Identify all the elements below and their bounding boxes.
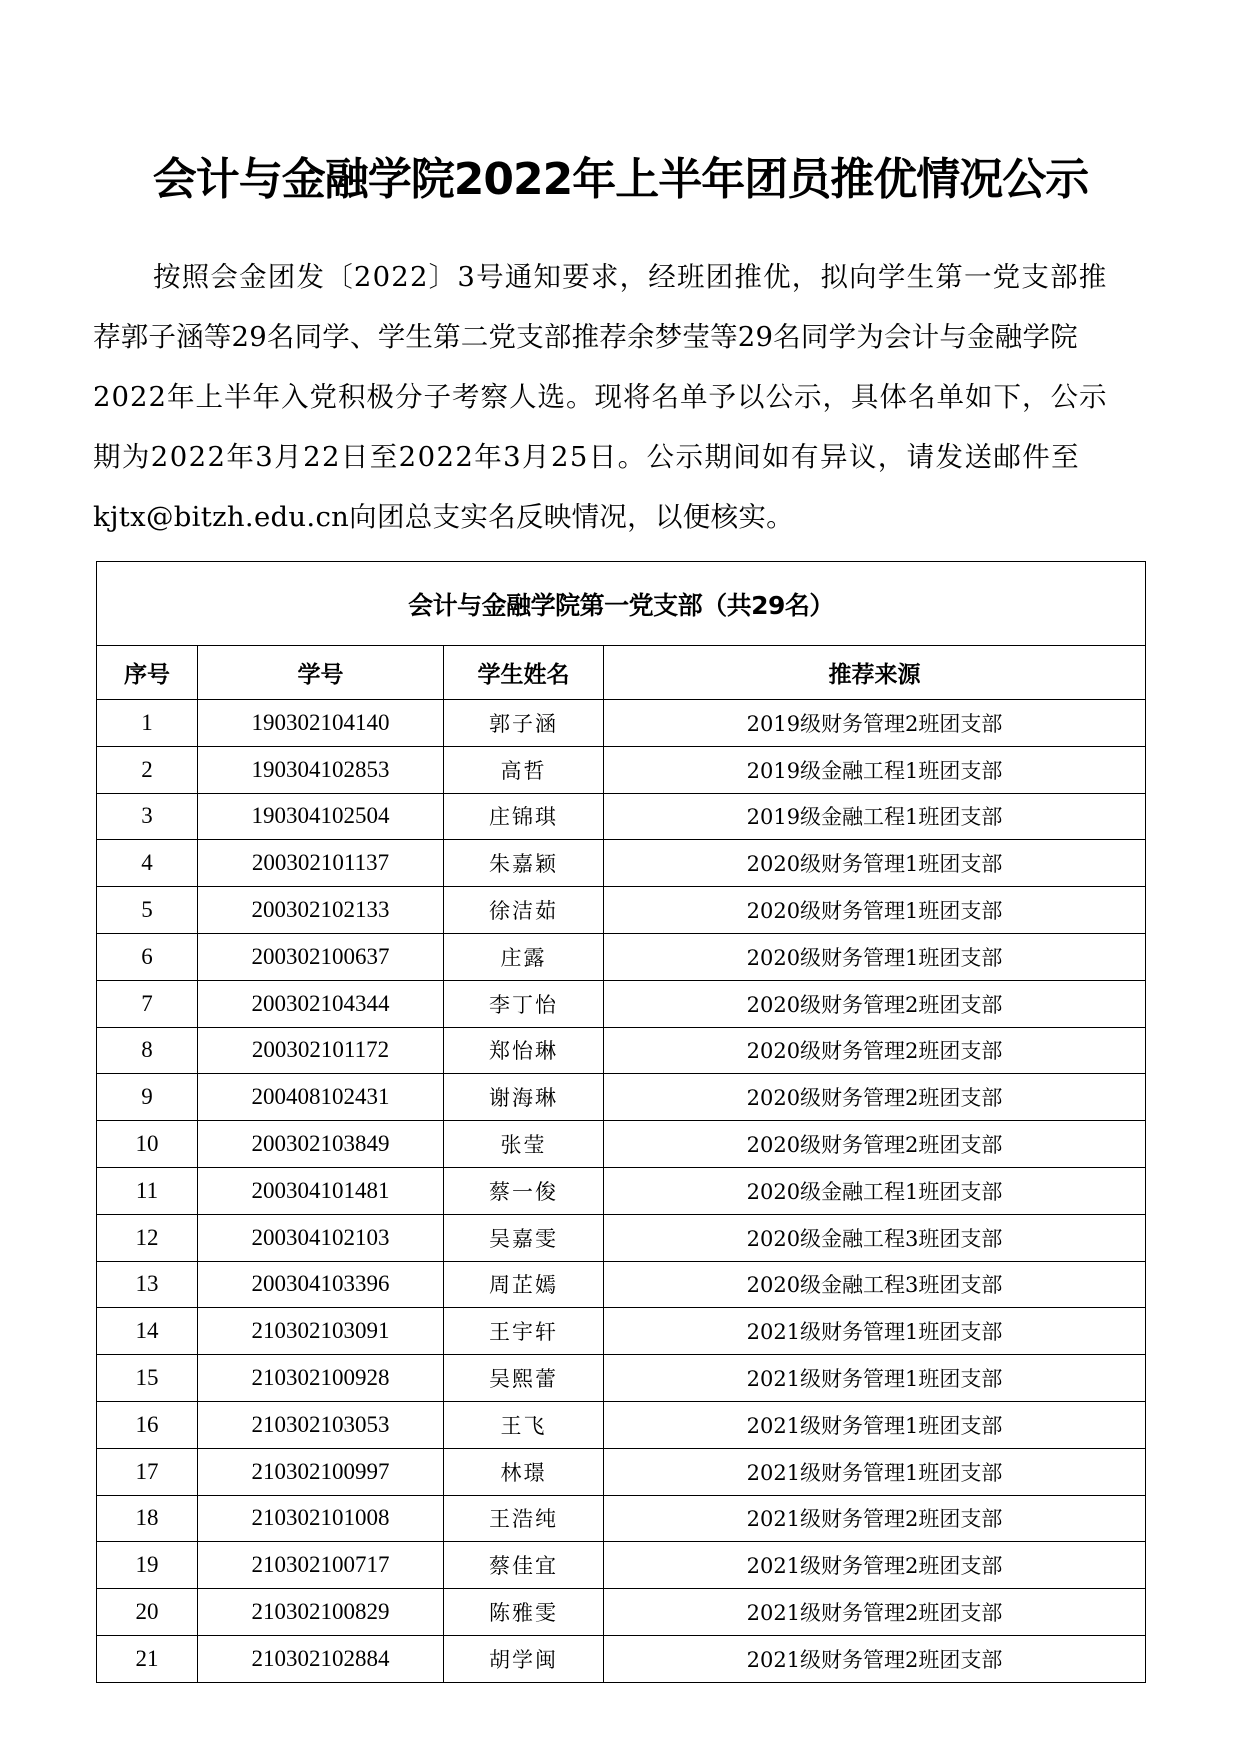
- cell-source: 2021级财务管理2班团支部: [604, 1495, 1146, 1542]
- cell-number: 17: [97, 1448, 198, 1495]
- cell-student-name: 王飞: [444, 1401, 604, 1448]
- cell-number: 4: [97, 840, 198, 887]
- table-row: [97, 1167, 1146, 1214]
- cell-number: 2: [97, 746, 198, 793]
- cell-student-name: 王浩纯: [444, 1495, 604, 1542]
- table-row: [97, 840, 1146, 887]
- cell-source: 2020级财务管理2班团支部: [604, 980, 1146, 1027]
- column-header-student-name: 学生姓名: [444, 646, 604, 700]
- cell-number: 9: [97, 1074, 198, 1121]
- cell-student-name: 蔡一俊: [444, 1167, 604, 1214]
- cell-source: 2020级财务管理2班团支部: [604, 1121, 1146, 1168]
- cell-student-id: 190302104140: [198, 700, 444, 747]
- notice-paragraph-line: 按照会金团发〔2022〕3号通知要求，经班团推优，拟向学生第一党支部推: [153, 261, 1108, 293]
- cell-student-name: 谢海琳: [444, 1074, 604, 1121]
- cell-number: 18: [97, 1495, 198, 1542]
- cell-student-id: 200304103396: [198, 1261, 444, 1308]
- cell-student-id: 200302104344: [198, 980, 444, 1027]
- cell-source: 2020级金融工程3班团支部: [604, 1261, 1146, 1308]
- table-row: [97, 1308, 1146, 1355]
- cell-student-id: 190304102504: [198, 793, 444, 840]
- cell-student-id: 200408102431: [198, 1074, 444, 1121]
- cell-student-name: 朱嘉颖: [444, 840, 604, 887]
- table-row: [97, 933, 1146, 980]
- cell-student-id: 200302102133: [198, 887, 444, 934]
- cell-number: 21: [97, 1635, 198, 1682]
- cell-number: 7: [97, 980, 198, 1027]
- page-title: 会计与金融学院2022年上半年团员推优情况公示: [152, 154, 1089, 205]
- notice-paragraph-line: 荐郭子涵等29名同学、学生第二党支部推荐余梦莹等29名同学为会计与金融学院: [93, 321, 1078, 353]
- cell-student-name: 李丁怡: [444, 980, 604, 1027]
- table-caption: 会计与金融学院第一党支部（共29名）: [97, 562, 1146, 646]
- cell-number: 14: [97, 1308, 198, 1355]
- cell-source: 2021级财务管理2班团支部: [604, 1589, 1146, 1636]
- cell-student-id: 210302100829: [198, 1589, 444, 1636]
- column-header-number: 序号: [97, 646, 198, 700]
- cell-student-name: 林璟: [444, 1448, 604, 1495]
- table-row: [97, 1542, 1146, 1589]
- cell-number: 12: [97, 1214, 198, 1261]
- cell-student-id: 210302102884: [198, 1635, 444, 1682]
- table-row: [97, 793, 1146, 840]
- cell-student-name: 高哲: [444, 746, 604, 793]
- cell-number: 15: [97, 1355, 198, 1402]
- table-row: [97, 1214, 1146, 1261]
- cell-student-name: 蔡佳宜: [444, 1542, 604, 1589]
- table-row: [97, 1355, 1146, 1402]
- cell-number: 11: [97, 1167, 198, 1214]
- column-header-student-id: 学号: [198, 646, 444, 700]
- table-row: [97, 887, 1146, 934]
- cell-student-id: 200304102103: [198, 1214, 444, 1261]
- table-row: [97, 1401, 1146, 1448]
- cell-student-name: 吴熙蕾: [444, 1355, 604, 1402]
- cell-source: 2021级财务管理1班团支部: [604, 1308, 1146, 1355]
- cell-source: 2020级财务管理2班团支部: [604, 1074, 1146, 1121]
- cell-student-name: 王宇轩: [444, 1308, 604, 1355]
- cell-student-id: 210302101008: [198, 1495, 444, 1542]
- cell-student-name: 陈雅雯: [444, 1589, 604, 1636]
- cell-source: 2020级财务管理1班团支部: [604, 933, 1146, 980]
- notice-paragraph-line: kjtx@bitzh.edu.cn向团总支实名反映情况，以便核实。: [93, 501, 794, 533]
- cell-number: 13: [97, 1261, 198, 1308]
- cell-source: 2021级财务管理1班团支部: [604, 1448, 1146, 1495]
- table-row: [97, 1027, 1146, 1074]
- cell-student-name: 郭子涵: [444, 700, 604, 747]
- cell-number: 5: [97, 887, 198, 934]
- cell-number: 10: [97, 1121, 198, 1168]
- cell-student-id: 200302101137: [198, 840, 444, 887]
- cell-student-id: 200304101481: [198, 1167, 444, 1214]
- table-row: [97, 1495, 1146, 1542]
- cell-number: 20: [97, 1589, 198, 1636]
- cell-student-id: 190304102853: [198, 746, 444, 793]
- cell-source: 2019级金融工程1班团支部: [604, 793, 1146, 840]
- cell-source: 2020级财务管理1班团支部: [604, 840, 1146, 887]
- cell-student-name: 周芷嫣: [444, 1261, 604, 1308]
- cell-source: 2021级财务管理2班团支部: [604, 1542, 1146, 1589]
- table-row: [97, 1074, 1146, 1121]
- notice-paragraph-line: 期为2022年3月22日至2022年3月25日。公示期间如有异议，请发送邮件至: [93, 441, 1081, 473]
- table-row: [97, 1589, 1146, 1636]
- cell-student-id: 210302103053: [198, 1401, 444, 1448]
- cell-student-id: 200302103849: [198, 1121, 444, 1168]
- cell-source: 2020级财务管理2班团支部: [604, 1027, 1146, 1074]
- cell-source: 2021级财务管理2班团支部: [604, 1635, 1146, 1682]
- cell-student-id: 200302101172: [198, 1027, 444, 1074]
- table-row: [97, 1121, 1146, 1168]
- cell-student-name: 郑怡琳: [444, 1027, 604, 1074]
- cell-student-id: 210302100997: [198, 1448, 444, 1495]
- cell-number: 8: [97, 1027, 198, 1074]
- cell-number: 16: [97, 1401, 198, 1448]
- cell-student-name: 张莹: [444, 1121, 604, 1168]
- notice-paragraph-line: 2022年上半年入党积极分子考察人选。现将名单予以公示，具体名单如下，公示: [93, 381, 1108, 413]
- cell-source: 2020级财务管理1班团支部: [604, 887, 1146, 934]
- column-header-source: 推荐来源: [604, 646, 1146, 700]
- cell-student-name: 吴嘉雯: [444, 1214, 604, 1261]
- cell-student-name: 徐洁茹: [444, 887, 604, 934]
- cell-student-name: 庄锦琪: [444, 793, 604, 840]
- cell-source: 2021级财务管理1班团支部: [604, 1401, 1146, 1448]
- cell-number: 6: [97, 933, 198, 980]
- cell-source: 2020级金融工程1班团支部: [604, 1167, 1146, 1214]
- cell-number: 1: [97, 700, 198, 747]
- cell-student-name: 庄露: [444, 933, 604, 980]
- table-row: [97, 1261, 1146, 1308]
- table-row: [97, 1635, 1146, 1682]
- table-row: [97, 1448, 1146, 1495]
- table-caption-row: [97, 562, 1146, 646]
- table-row: [97, 980, 1146, 1027]
- cell-source: 2019级金融工程1班团支部: [604, 746, 1146, 793]
- roster-table: [96, 561, 1146, 1683]
- cell-student-id: 210302100928: [198, 1355, 444, 1402]
- table-header-row: [97, 646, 1146, 700]
- cell-student-id: 210302103091: [198, 1308, 444, 1355]
- cell-number: 3: [97, 793, 198, 840]
- table-row: [97, 746, 1146, 793]
- cell-student-name: 胡学闽: [444, 1635, 604, 1682]
- cell-source: 2019级财务管理2班团支部: [604, 700, 1146, 747]
- cell-student-id: 200302100637: [198, 933, 444, 980]
- cell-source: 2020级金融工程3班团支部: [604, 1214, 1146, 1261]
- table-row: [97, 700, 1146, 747]
- cell-source: 2021级财务管理1班团支部: [604, 1355, 1146, 1402]
- cell-number: 19: [97, 1542, 198, 1589]
- cell-student-id: 210302100717: [198, 1542, 444, 1589]
